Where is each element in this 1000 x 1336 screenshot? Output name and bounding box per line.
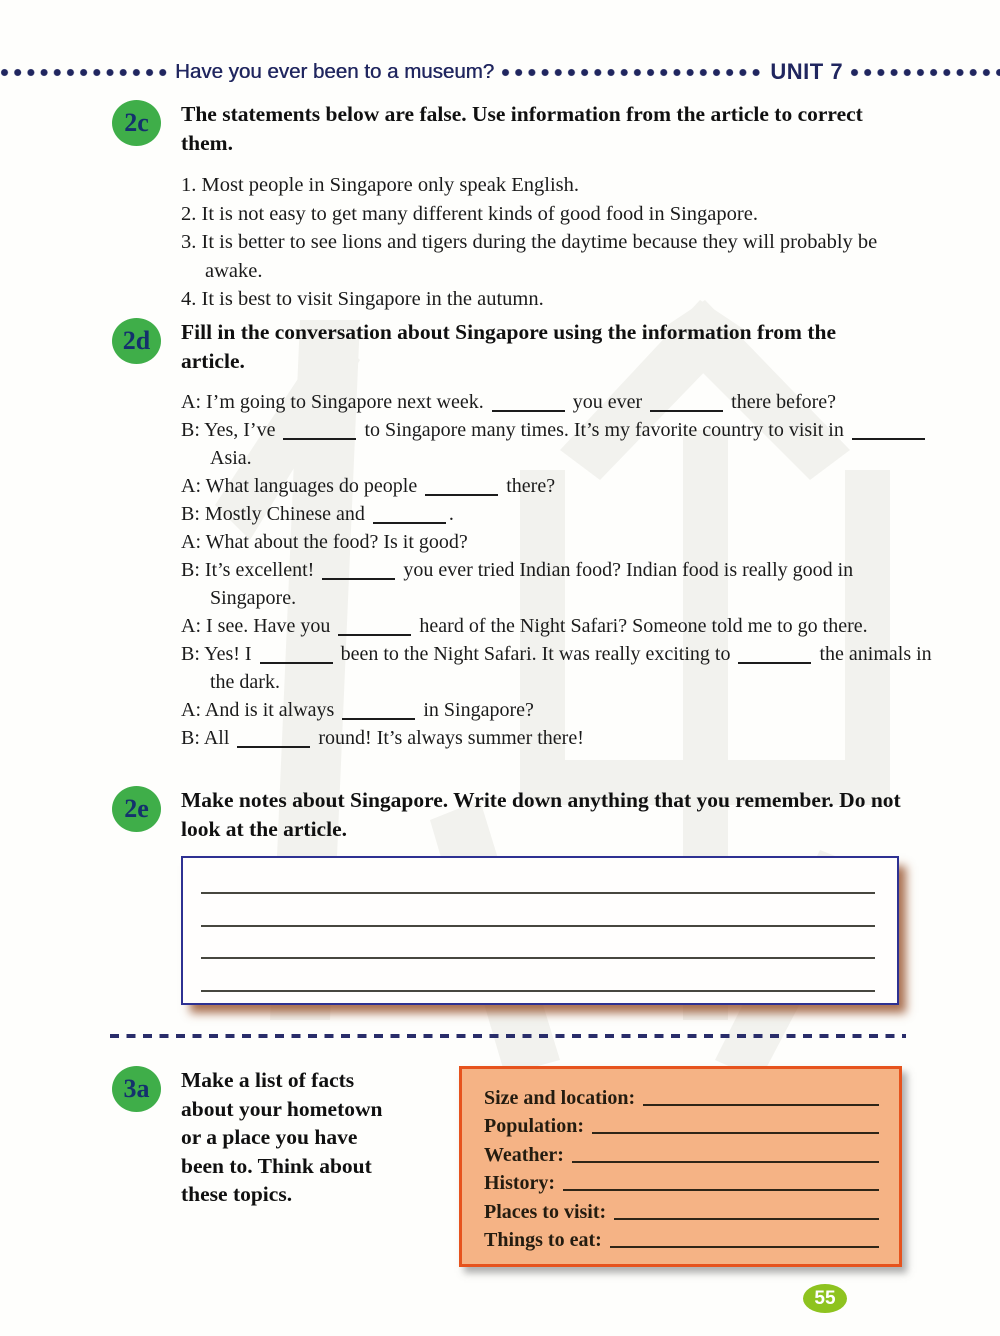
page-number-badge	[803, 1284, 847, 1313]
fill-blank	[852, 426, 925, 440]
topic-row	[484, 1167, 879, 1196]
topic-row	[484, 1110, 879, 1139]
instruction-line: these topics.	[181, 1182, 293, 1206]
statement-item: 2. It is not easy to get many different kinds of good food in Singapore.	[181, 202, 758, 225]
unit-label: UNIT 7	[770, 59, 844, 84]
topic-blank	[643, 1104, 879, 1106]
unit-question-title: Have you ever been to a museum?	[175, 60, 495, 83]
dialogue-line: A: I see. Have you heard of the Night Safari? Someone told me to go there.	[181, 615, 868, 637]
section-3a	[112, 1066, 944, 1267]
topic-blank	[592, 1132, 879, 1134]
speaker-label: A:	[181, 531, 201, 553]
instruction-line: about your hometown	[181, 1096, 383, 1121]
dialogue-line: A: And is it always in Singapore?	[181, 699, 534, 721]
dialogue-line: B: Mostly Chinese and .	[181, 503, 454, 525]
section-badge-2d: 2d	[112, 318, 161, 364]
topic-blank	[572, 1161, 879, 1163]
section-2d	[112, 318, 944, 752]
section-2c	[112, 100, 944, 314]
topics-list	[484, 1081, 879, 1252]
note-line	[201, 957, 875, 959]
dialogue-line: A: What languages do people there?	[181, 475, 556, 497]
note-line	[201, 990, 875, 992]
fill-blank	[338, 622, 411, 636]
fill-blank	[237, 734, 310, 748]
fill-blank	[283, 426, 356, 440]
note-line	[201, 925, 875, 927]
note-line	[201, 892, 875, 894]
section-badge-2c: 2c	[112, 100, 161, 146]
dialogue-line: B: It’s excellent! you ever tried Indian food? Indian food is really good in Singapore.	[181, 559, 854, 609]
section-2c-heading: The statements below are false. Use information from the article to correct them.	[181, 102, 863, 155]
dotted-rule-middle	[501, 68, 763, 77]
speaker-label: B:	[181, 419, 200, 441]
topic-label: Places to visit:	[484, 1200, 607, 1223]
note-lines	[201, 892, 875, 1003]
statement-list	[181, 171, 881, 314]
topic-label: Things to eat:	[484, 1229, 602, 1251]
topic-blank	[563, 1189, 879, 1191]
fill-blank	[492, 398, 565, 412]
fill-blank	[322, 566, 395, 580]
speaker-label: A:	[181, 475, 201, 497]
topic-label: History:	[484, 1172, 556, 1194]
speaker-label: A:	[181, 615, 201, 637]
topic-label: Weather:	[484, 1143, 564, 1166]
speaker-label: A:	[181, 699, 201, 721]
speaker-label: B:	[181, 643, 200, 665]
speaker-label: B:	[181, 503, 200, 525]
statement-item: 4. It is best to visit Singapore in the autumn.	[181, 288, 544, 310]
page-number: 55	[814, 1287, 836, 1309]
dotted-rule-left	[0, 68, 168, 77]
section-badge-2e: 2e	[112, 786, 161, 832]
statement-item: 3. It is better to see lions and tigers during the daytime because they will probably be awake.	[181, 231, 878, 282]
instruction-line: Make a list of facts	[181, 1068, 355, 1092]
section-2d-heading: Fill in the conversation about Singapore using the information from the article.	[181, 320, 836, 373]
speaker-label: A:	[181, 391, 201, 413]
section-badge-3a: 3a	[112, 1066, 161, 1112]
speaker-label: B:	[181, 559, 200, 581]
fill-blank	[342, 706, 415, 720]
topic-label: Population:	[484, 1115, 585, 1137]
dotted-rule-right	[850, 68, 1000, 77]
topic-row	[484, 1195, 879, 1224]
instruction-text	[181, 1066, 431, 1209]
fill-blank	[425, 482, 498, 496]
dialogue	[181, 388, 936, 752]
topic-label: Size and location:	[484, 1086, 636, 1109]
topic-row	[484, 1138, 879, 1167]
fill-blank	[373, 510, 446, 524]
dialogue-line: B: Yes, I’ve to Singapore many times. It’s my favorite country to visit in Asia.	[181, 416, 936, 472]
dashed-separator	[110, 1034, 906, 1038]
dialogue-line: A: I’m going to Singapore next week. you ever there before?	[181, 391, 837, 413]
fill-blank	[650, 398, 723, 412]
fill-blank	[260, 650, 333, 664]
fill-blank	[738, 650, 811, 664]
dialogue-line: B: Yes! I been to the Night Safari. It was really exciting to the animals in the dark.	[181, 643, 932, 693]
topic-blank	[610, 1246, 879, 1248]
topics-box	[459, 1066, 902, 1267]
topic-blank	[614, 1218, 879, 1220]
notes-box	[181, 856, 899, 1005]
section-2e-heading: Make notes about Singapore. Write down anything that you remember. Do not look at the article.	[181, 788, 901, 841]
speaker-label: B:	[181, 727, 200, 749]
instruction-line: been to. Think about	[181, 1153, 372, 1178]
unit-header	[0, 57, 1000, 87]
instruction-line: or a place you have	[181, 1125, 358, 1149]
section-2e	[112, 786, 944, 1005]
topic-row	[484, 1224, 879, 1253]
dialogue-line: B: All round! It’s always summer there!	[181, 727, 584, 749]
topic-row	[484, 1081, 879, 1110]
statement-item: 1. Most people in Singapore only speak English.	[181, 174, 579, 196]
dialogue-line: A: What about the food? Is it good?	[181, 531, 468, 553]
